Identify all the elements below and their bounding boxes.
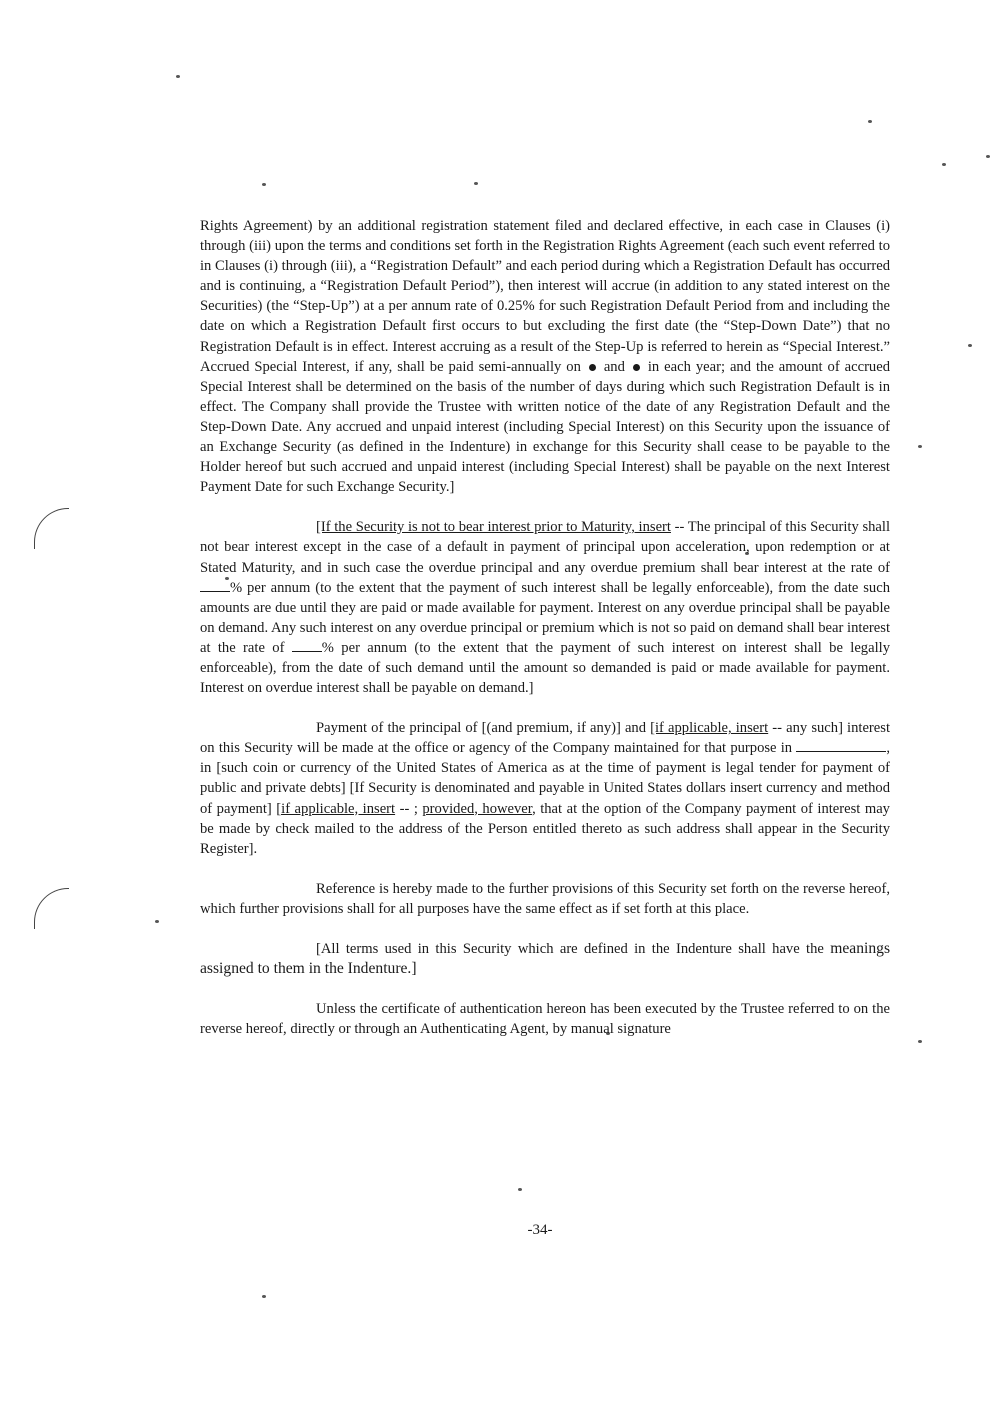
text-run: % per annum (to the extent that the payment of such interest shall be legally enforceable), from the date such amounts are due until they are paid or made available for payment. Interest on any overdue principal shall be payable on demand. Any such interest on any overdue principal or premium which is not so paid on demand shall bear interest at the rate of [200,579,890,656]
text-run: , in [such coin or currency of the United States of America as at the time of payment is legal tender for payment of public and private debts] [If Security is denominated and payable in United States dollars insert currency and method of payment] [200,740,890,817]
placeholder-bullet [633,364,640,371]
hole-punch-shadow [34,888,69,929]
text-run: % per annum (to the extent that the payment of such interest on interest shall be legally enforceable), from the date of such demand until the amount so demanded is paid or made available for payment. Interest on overdue interest shall be payable on demand.] [200,639,890,697]
paragraph-authentication: Unless the certificate of authentication hereon has been executed by the Trustee referred to on the reverse hereof, directly or through an Authenticating Agent, by manual signature [200,1001,890,1038]
paragraph-special-interest [200,216,890,497]
text-run: , that at the option of the Company payment of interest may be made by check mailed to the address of the Person entitled thereto as such address shall appear in the Security Register]. [200,800,890,857]
scan-speck [868,120,872,123]
scan-speck [155,920,159,923]
text-run: -- any such] interest on this Security will be made at the office or agency of the Company maintained for that purpose in [200,720,891,757]
text-run: -- The principal of this Security shall not bear interest except in the case of a default in payment of principal upon acceleration, upon redemption or at Stated Maturity, and in such case the overdue principal and any overdue premium shall bear interest at the rate of [200,519,891,576]
text-run: and [603,358,625,375]
blank-line [796,739,886,752]
document-body [200,216,890,1039]
blank-line [200,579,230,592]
text-run: meanings assigned to them in the Indenture.] [200,940,891,978]
scan-speck [986,155,990,158]
scan-speck [262,183,266,186]
scan-speck [176,75,180,78]
underlined-text: [if applicable, insert [276,800,396,817]
text-run: Rights Agreement) by an additional registration statement filed and declared effective, in each case in Clauses (i) through (iii) upon the terms and conditions set forth in the Registration Rights Agreement (each such event referred to in Clauses (i) through (iii), a “Registration Default” and each period during which a Registration Default has occurred and is continuing, a “Registration Default Period”), then interest will accrue (in addition to any stated interest on the Securities) (the “Step-Up”) at a per annum rate of 0.25% for such Registration Default Period from and including the date on which a Registration Default first occurs to but excluding the first date (the “Step-Down Date”) that no Registration Default is in effect. Interest accruing as a result of the Step-Up is referred to herein as “Special Interest.” Accrued Special Interest, if any, shall be paid semi-annually on [200,218,890,375]
scan-speck [518,1188,522,1191]
underlined-text: provided, however [422,800,533,817]
text-run: Payment of the principal of [(and premium, if any)] and [316,720,651,737]
paragraph-reference: Reference is hereby made to the further provisions of this Security set forth on the reverse hereof, which further provisions shall for all purposes have the same effect as if set forth at this place. [200,880,890,917]
blank-line [292,639,322,652]
paragraph-terms [200,939,890,979]
paragraph-no-interest [200,517,890,698]
placeholder-bullet [589,364,596,371]
text-run: -- ; [395,800,423,817]
underlined-text: [if applicable, insert [650,720,769,737]
scan-speck [474,182,478,185]
scan-speck [942,163,946,166]
paragraph-payment [200,718,890,859]
scan-speck [968,344,972,347]
scan-speck [262,1295,266,1298]
text-run: in each year; and the amount of accrued Special Interest shall be determined on the basis of the number of days during which such Registration Default is in effect. The Company shall provide the Trustee with written notice of the date of any Registration Default and the Step-Down Date. Any accrued and unpaid interest (including Special Interest) on this Security upon the issuance of an Exchange Security (as defined in the Indenture) in exchange for this Security shall cease to be payable to the Holder hereof but such accrued and unpaid interest (including Special Interest) shall be payable on the next Interest Payment Date for such Exchange Security.] [200,358,891,496]
text-run: [All terms used in this Security which are defined in the Indenture shall have the [316,941,824,957]
underlined-text: [If the Security is not to bear interest prior to Maturity, insert [316,519,671,536]
scan-speck [918,1040,922,1043]
page-number: -34- [527,1222,553,1238]
scan-speck [918,445,922,448]
hole-punch-shadow [34,508,69,549]
